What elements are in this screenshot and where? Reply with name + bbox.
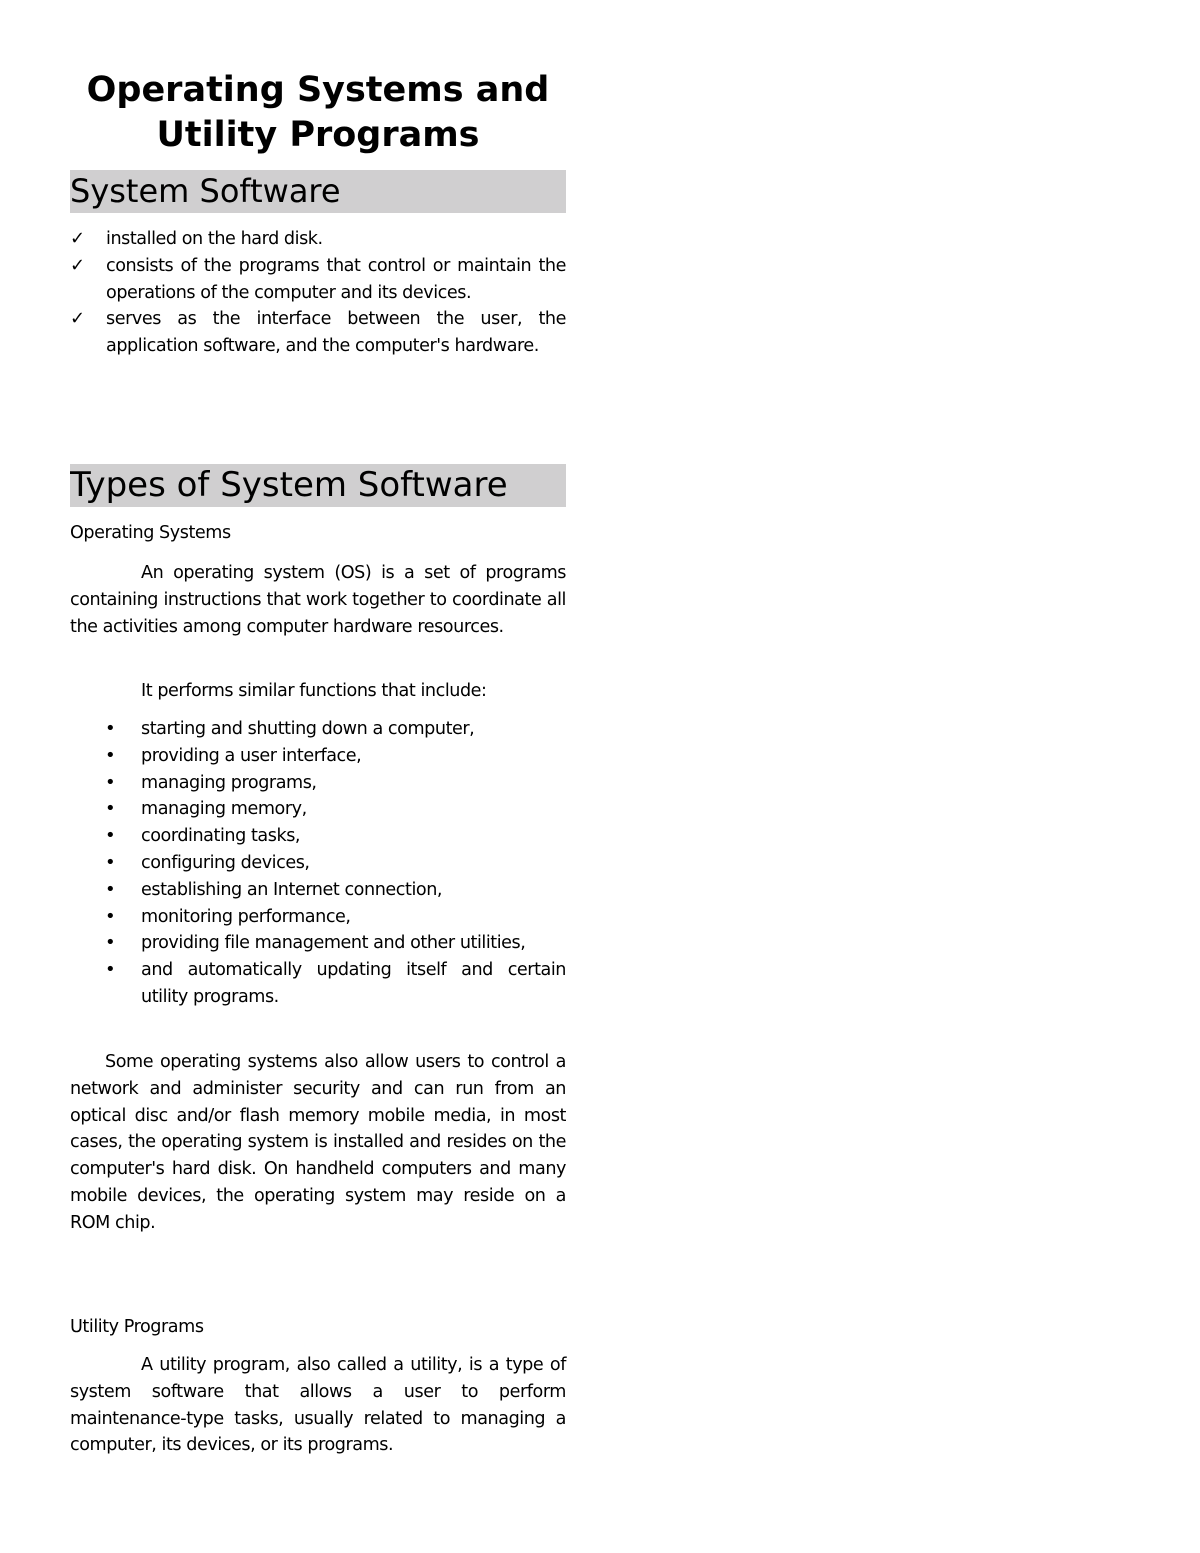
os-functions-list (70, 716, 566, 1011)
bullet-icon: • (105, 744, 116, 766)
os-definition-paragraph: An operating system (OS) is a set of programs containing instructions that work together to coordinate all the activities among computer hardware resources. (70, 563, 566, 637)
bullet-icon: • (105, 825, 116, 847)
checkmark-icon: ✓ (70, 254, 85, 276)
bullet-item (70, 770, 566, 797)
document-title: Operating Systems and Utility Programs (86, 70, 550, 155)
os-extra-paragraph: Some operating systems also allow users to control a network and administer security and can run from an optical disc and/or flash memory mobile media, in most cases, the operating system is installed and resides on the computer's hard disk. On handheld computers and many mobile devices, the operating system may reside on a ROM chip. (70, 1052, 566, 1233)
bullet-item (70, 716, 566, 743)
bullet-item-text: establishing an Internet connection, (141, 879, 443, 900)
bullet-item (70, 930, 566, 957)
section-heading-system-software: System Software (70, 170, 566, 213)
bullet-item (70, 877, 566, 904)
bullet-icon: • (105, 851, 116, 873)
bullet-item-text: configuring devices, (141, 852, 310, 873)
bullet-icon: • (105, 959, 116, 981)
checklist-item (70, 226, 566, 253)
checkmark-icon: ✓ (70, 308, 85, 330)
subheading-utility-programs: Utility Programs (70, 1317, 204, 1337)
checklist-item-text: serves as the interface between the user, the application software, and the computer's hardware. (106, 309, 566, 357)
bullet-icon: • (105, 718, 116, 739)
checklist-item-text: consists of the programs that control or maintain the operations of the computer and its devices. (106, 255, 566, 303)
checklist-item-text: installed on the hard disk. (106, 229, 323, 249)
bullet-item-text: coordinating tasks, (141, 826, 301, 847)
bullet-item (70, 850, 566, 877)
bullet-item (70, 823, 566, 850)
subheading-operating-systems: Operating Systems (70, 523, 231, 543)
section-heading-types-of-system-software: Types of System Software (70, 464, 566, 507)
bullet-item (70, 957, 566, 1011)
bullet-item (70, 796, 566, 823)
bullet-icon: • (105, 932, 116, 954)
bullet-item-text: starting and shutting down a computer, (141, 719, 475, 739)
os-functions-intro: It performs similar functions that include: (141, 681, 487, 701)
bullet-item-text: and automatically updating itself and certain utility programs. (141, 960, 566, 1007)
checklist-item (70, 253, 566, 307)
system-software-checklist (70, 226, 566, 360)
bullet-item-text: managing memory, (141, 799, 307, 820)
utility-definition-paragraph: A utility program, also called a utility, is a type of system software that allows a user to perform maintenance-type tasks, usually related to managing a computer, its devices, or its programs. (70, 1355, 566, 1456)
bullet-icon: • (105, 798, 116, 820)
bullet-item-text: monitoring performance, (141, 906, 351, 927)
bullet-item-text: managing programs, (141, 772, 317, 793)
bullet-item-text: providing a user interface, (141, 745, 362, 766)
bullet-item-text: providing file management and other utilities, (141, 933, 526, 954)
bullet-icon: • (105, 771, 116, 793)
bullet-icon: • (105, 878, 116, 900)
bullet-item (70, 904, 566, 931)
checklist-item (70, 306, 566, 360)
checkmark-icon: ✓ (70, 228, 85, 249)
bullet-item (70, 743, 566, 770)
bullet-icon: • (105, 905, 116, 927)
